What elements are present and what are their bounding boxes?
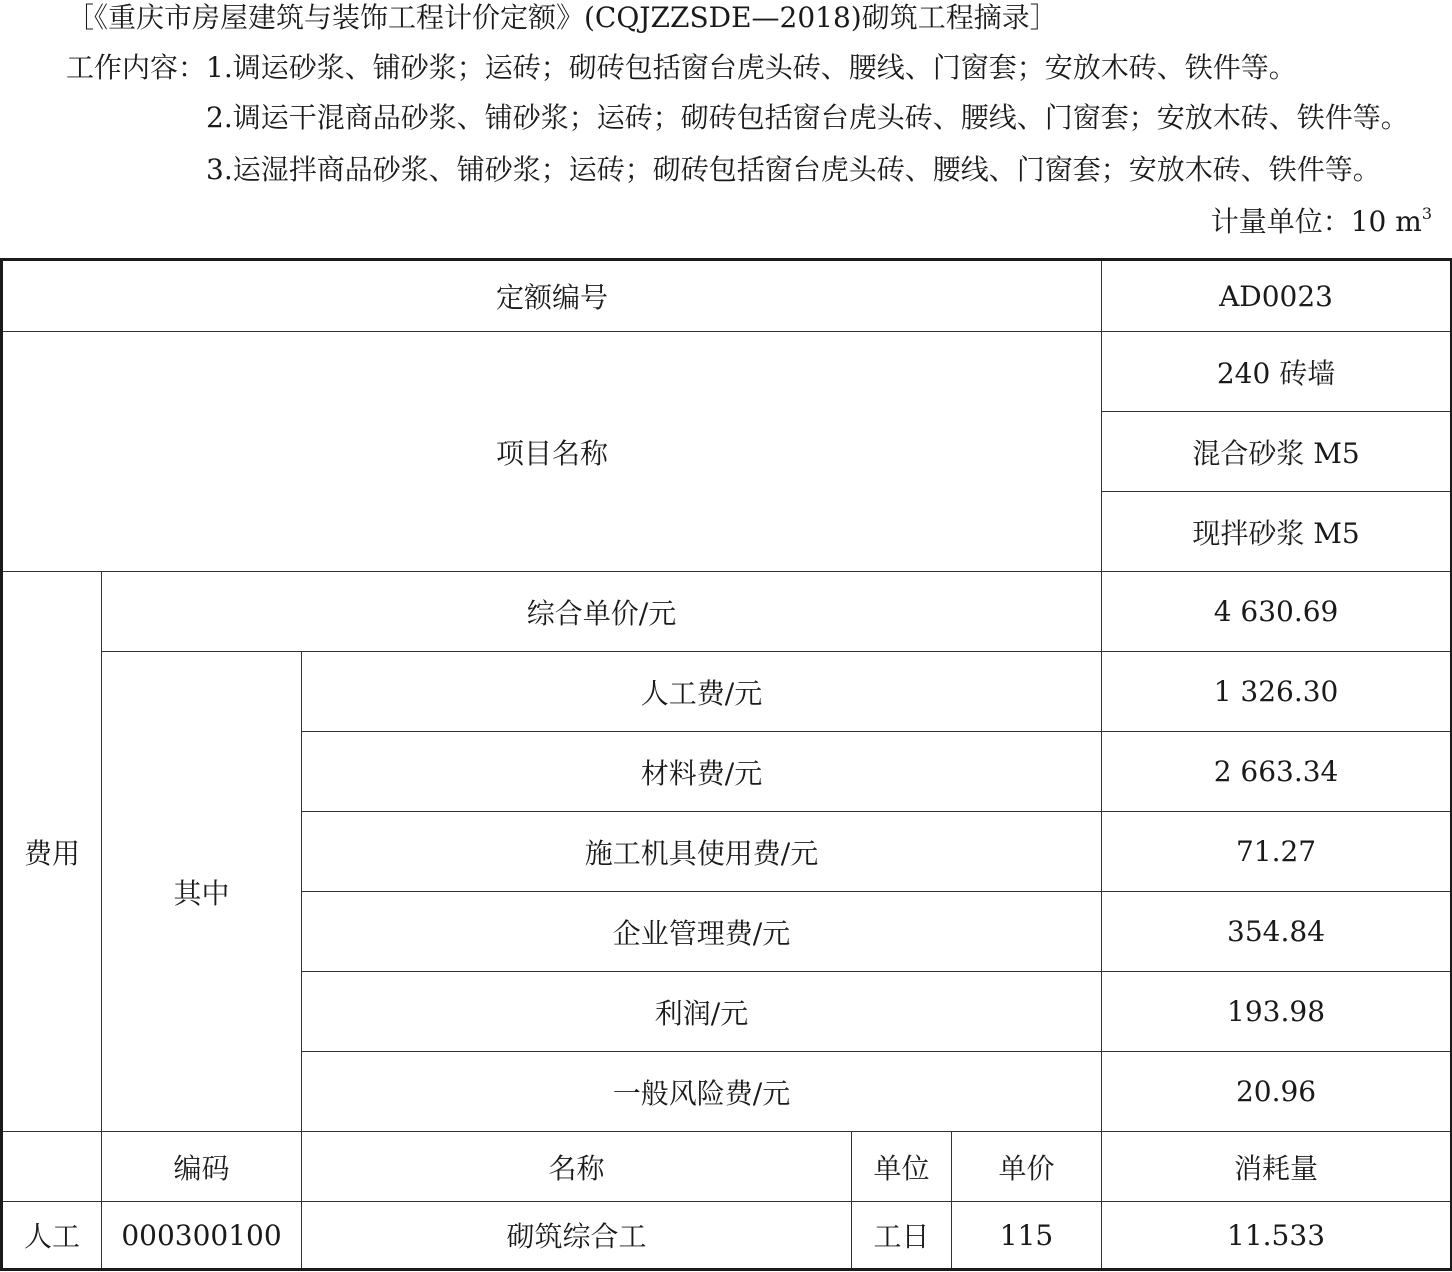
header-code: 编码	[102, 1132, 302, 1202]
total-price-value: 4 630.69	[1102, 572, 1452, 652]
quota-no-label: 定额编号	[2, 260, 1102, 332]
work-item-2: 2.调运干混商品砂浆、铺砂浆；运砖；砌砖包括窗台虎头砖、腰线、门窗套；安放木砖、铁件等。	[206, 101, 1409, 134]
item-name-value: 现拌砂浆 M5	[1102, 492, 1452, 572]
work-content-line-1	[66, 50, 1297, 86]
fee-row-value: 193.98	[1102, 972, 1452, 1052]
fee-row-value: 2 663.34	[1102, 732, 1452, 812]
table-row	[2, 260, 1452, 332]
fee-row-label: 利润/元	[302, 972, 1102, 1052]
table-row	[2, 652, 1452, 732]
labor-code: 000300100	[102, 1202, 302, 1270]
labor-consumption: 11.533	[1102, 1202, 1452, 1270]
work-item-1: 1.调运砂浆、铺砂浆；运砖；砌砖包括窗台虎头砖、腰线、门窗套；安放木砖、铁件等。	[206, 51, 1297, 84]
unit-label: 计量单位：10 m	[1210, 205, 1422, 238]
header-empty-cell	[2, 1132, 102, 1202]
quota-no-value: AD0023	[1102, 260, 1452, 332]
labor-price: 115	[952, 1202, 1102, 1270]
labor-category: 人工	[2, 1202, 102, 1270]
header-unit: 单位	[852, 1132, 952, 1202]
item-name-label: 项目名称	[2, 332, 1102, 572]
header-consumption: 消耗量	[1102, 1132, 1452, 1202]
labor-name: 砌筑综合工	[302, 1202, 852, 1270]
unit-exponent: 3	[1421, 204, 1432, 223]
table-row	[2, 332, 1452, 412]
fee-row-label: 人工费/元	[302, 652, 1102, 732]
total-price-label: 综合单价/元	[102, 572, 1102, 652]
fee-row-label: 材料费/元	[302, 732, 1102, 812]
among-label: 其中	[102, 652, 302, 1132]
work-content-label: 工作内容：	[66, 51, 207, 84]
fee-row-value: 354.84	[1102, 892, 1452, 972]
quota-table	[0, 258, 1452, 1271]
table-row	[2, 1202, 1452, 1270]
header-name: 名称	[302, 1132, 852, 1202]
fee-label: 费用	[2, 572, 102, 1132]
work-item-3: 3.运湿拌商品砂浆、铺砂浆；运砖；砌砖包括窗台虎头砖、腰线、门窗套；安放木砖、铁件等。	[206, 153, 1381, 186]
measurement-unit	[1211, 204, 1432, 240]
fee-row-label: 一般风险费/元	[302, 1052, 1102, 1132]
item-name-value: 混合砂浆 M5	[1102, 412, 1452, 492]
table-header-row	[2, 1132, 1452, 1202]
document-title: ［《重庆市房屋建筑与装饰工程计价定额》(CQJZZSDE—2018)砌筑工程摘录］	[66, 1, 1058, 34]
fee-row-value: 20.96	[1102, 1052, 1452, 1132]
fee-row-value: 1 326.30	[1102, 652, 1452, 732]
fee-row-label: 企业管理费/元	[302, 892, 1102, 972]
fee-row-value: 71.27	[1102, 812, 1452, 892]
header-price: 单价	[952, 1132, 1102, 1202]
item-name-value: 240 砖墙	[1102, 332, 1452, 412]
labor-unit: 工日	[852, 1202, 952, 1270]
table-row	[2, 572, 1452, 652]
fee-row-label: 施工机具使用费/元	[302, 812, 1102, 892]
